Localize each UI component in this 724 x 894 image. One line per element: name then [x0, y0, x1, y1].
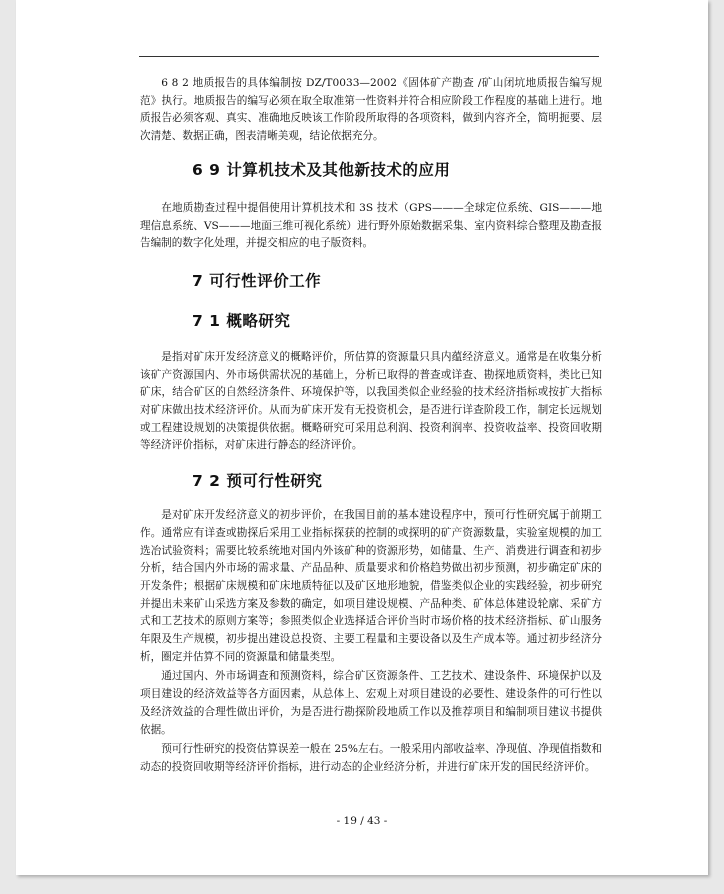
paragraph-7-2-a: 是对矿床开发经济意义的初步评价，在我国目前的基本建设程序中，预可行性研究属于前期工作。通常应有详查或勘探后采用工业指标探获的控制的或探明的矿产资源数量，实验室规模的加工选冶试验资料；需要比较系统地对国内外该矿种的资源形势，如储量、生产、消费进行调查和初步分析，结合国内外市场的需求量、产品品种、质量要求和价格趋势做出初步预测，初步确定矿床的开发条件；根据矿床规模和矿床地质特征以及矿区地形地貌，借鉴类似企业的实践经验，初步研究并提出未来矿山采选方案及参数的确定，如项目建设规模、产品种类、矿体总体建设轮廓、采矿方式和工艺技术的原则方案等；参照类似企业选择适合评价当时市场价格的技术经济指标、矿山服务年限及生产规模，初步提出建设总投资、主要工程量和主要设备以及生产成本等。通过初步经济分析，圈定并估算不同的资源量和储量类型。 — [140, 509, 602, 663]
heading-7-2: 7 2 预可行性研究 — [192, 472, 323, 491]
document-page — [16, 0, 708, 875]
heading-7: 7 可行性评价工作 — [192, 271, 322, 290]
paragraph-7-1: 是指对矿床开发经济意义的概略评价，所估算的资源量只具内蕴经济意义。通常是在收集分析该矿产资源国内、外市场供需状况的基础上，分析已取得的普查或详查、勘探地质资料，类比已知矿床，结合矿区的自然经济条件、环境保护等，以我国类似企业经验的技术经济指标或按扩大指标对矿床做出技术经济评价。从而为矿床开发有无投资机会，是否进行详查阶段工作，制定长远规划或工程建设规划的决策提供依据。概略研究可采用总利润、投资利润率、投资收益率、投资回收期等经济评价指标，对矿床进行静态的经济评价。 — [140, 350, 602, 452]
header-rule — [139, 56, 599, 57]
paragraph-6-8-2: 6 8 2 地质报告的具体编制按 DZ/T0033—2002《固体矿产勘查 /矿山闭坑地质报告编写规范》执行。地质报告的编写必须在取全取准第一性资料并符合相应阶段工作程度的基础上进行。地质报告必须客观、真实、准确地反映该工作阶段所取得的各项资料，做到内容齐全，简明扼要、层次清楚、数据正确，图表清晰美观，结论依据充分。 — [140, 77, 602, 143]
page-number: - 19 / 43 - — [336, 815, 388, 827]
paragraph-7-2-c: 预可行性研究的投资估算误差一般在 25%左右。一般采用内部收益率、净现值、净现值指数和动态的投资回收期等经济评价指标，进行动态的企业经济分析，并进行矿床开发的国民经济评价。 — [140, 743, 602, 773]
page-content — [140, 75, 602, 777]
paragraph-7-2-b: 通过国内、外市场调查和预测资料，综合矿区资源条件、工艺技术、建设条件、环境保护以及项目建设的经济效益等各方面因素，从总体上、宏观上对项目建设的必要性、建设条件的可行性以及经济效益的合理性做出评价，为是否进行勘探阶段地质工作以及推荐项目和编制项目建议书提供依据。 — [140, 670, 602, 736]
heading-6-9: 6 9 计算机技术及其他新技术的应用 — [192, 160, 451, 179]
heading-7-1: 7 1 概略研究 — [192, 311, 291, 330]
paragraph-6-9: 在地质勘查过程中提倡使用计算机技术和 3S 技术（GPS———全球定位系统、GIS———地理信息系统、VS———地面三维可视化系统）进行野外原始数据采集、室内资料综合整理及勘查报告编制的数字化处理，并提交相应的电子版资料。 — [140, 201, 602, 250]
